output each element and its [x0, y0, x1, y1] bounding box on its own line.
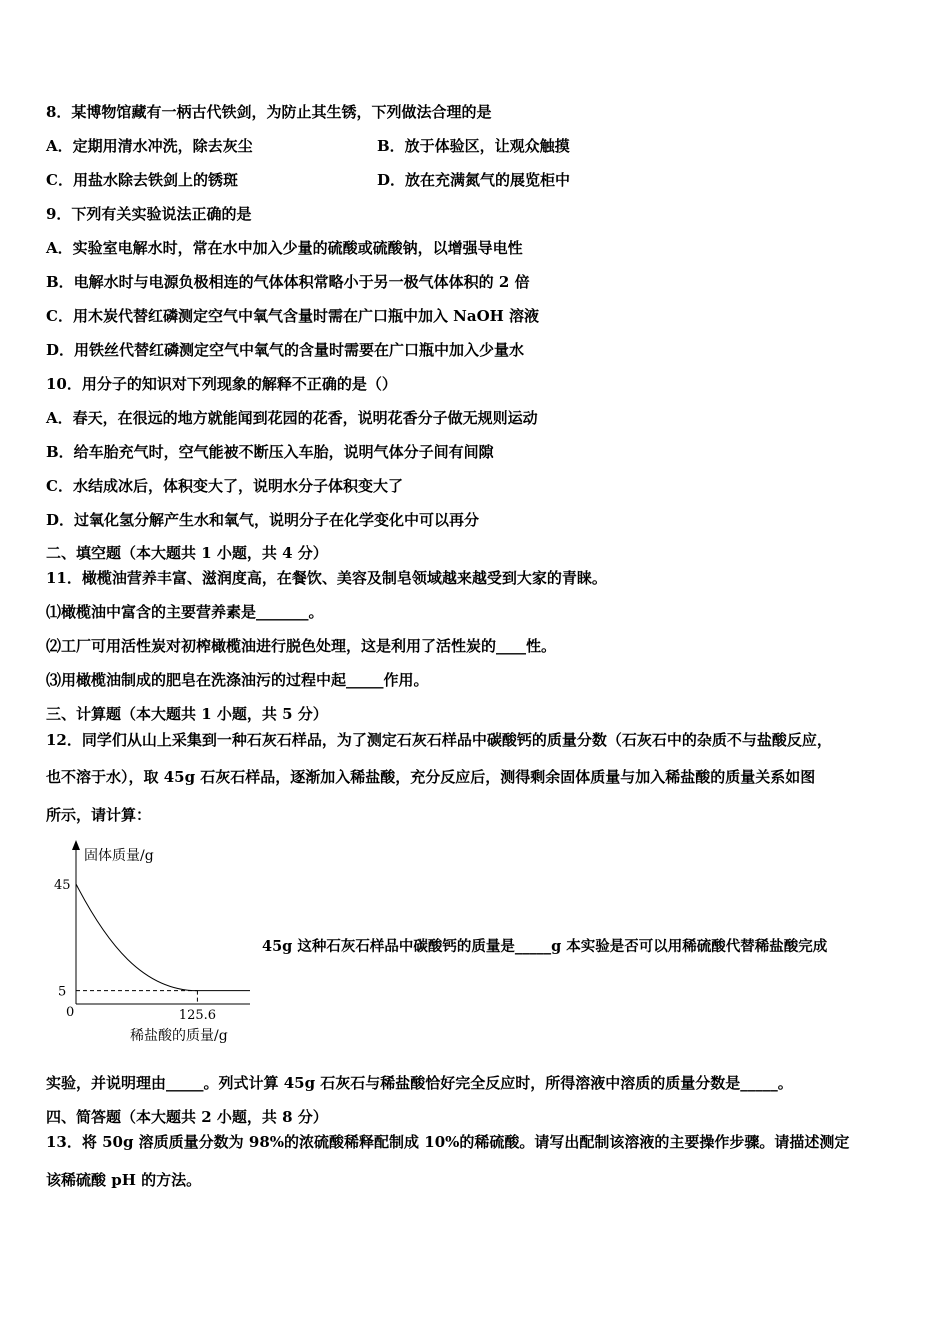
q13-line-1: 13．将 50g 溶质质量分数为 98%的浓硫酸稀释配制成 10%的稀硫酸。请写出配制该溶液的主要操作步骤。请描述测定	[46, 1133, 850, 1151]
section-short-answer-heading: 四、简答题（本大题共 2 小题，共 8 分）	[46, 1108, 328, 1126]
solid-mass-curve	[76, 884, 197, 991]
q12-line-1: 12．同学们从山上采集到一种石灰石样品，为了测定石灰石样品中碳酸钙的质量分数（石灰石中的杂质不与盐酸反应，	[46, 731, 832, 749]
q9-stem: 9．下列有关实验说法正确的是	[46, 205, 252, 223]
q10-option-d: D．过氧化氢分解产生水和氧气，说明分子在化学变化中可以再分	[46, 511, 480, 529]
section-fill-in-heading: 二、填空题（本大题共 1 小题，共 4 分）	[46, 544, 328, 562]
q11-stem: 11．橄榄油营养丰富、滋润度高，在餐饮、美容及制皂领域越来越受到大家的青睐。	[46, 569, 607, 587]
q8-option-d: D．放在充满氮气的展览柜中	[377, 171, 571, 189]
q8-option-a: A．定期用清水冲洗，除去灰尘	[46, 137, 253, 155]
x-axis-label: 稀盐酸的质量/g	[130, 1028, 228, 1044]
q9-option-c: C．用木炭代替红磷测定空气中氧气含量时需在广口瓶中加入 NaOH 溶液	[46, 307, 540, 325]
q10-stem: 10．用分子的知识对下列现象的解释不正确的是（）	[46, 375, 397, 393]
q13-line-2: 该稀硫酸 pH 的方法。	[46, 1171, 202, 1189]
y-tick-label-45: 45	[54, 878, 71, 893]
q12-line-3: 所示，请计算：	[46, 806, 152, 824]
q10-option-c: C．水结成冰后，体积变大了，说明水分子体积变大了	[46, 477, 403, 495]
q11-part-2: ⑵工厂可用活性炭对初榨橄榄油进行脱色处理，这是利用了活性炭的____性。	[46, 637, 557, 655]
y-axis-arrow	[72, 840, 80, 850]
q10-option-a: A．春天，在很远的地方就能闻到花园的花香，说明花香分子做无规则运动	[46, 409, 538, 427]
section-calc-heading: 三、计算题（本大题共 1 小题，共 5 分）	[46, 705, 328, 723]
q9-option-a: A．实验室电解水时，常在水中加入少量的硫酸或硫酸钠，以增强导电性	[46, 239, 523, 257]
q8-option-b: B．放于体验区，让观众触摸	[377, 137, 570, 155]
q8-option-c: C．用盐水除去铁剑上的锈斑	[46, 171, 238, 189]
q9-option-b: B．电解水时与电源负极相连的气体体积常略小于另一极气体体积的 2 倍	[46, 273, 530, 291]
mass-vs-acid-chart	[40, 838, 260, 1048]
y-tick-label-5: 5	[58, 984, 67, 1000]
q12-after-chart: 实验，并说明理由_____。列式计算 45g 石灰石与稀盐酸恰好完全反应时，所得溶液中溶质的质量分数是_____。	[46, 1074, 793, 1092]
x-tick-label-125-6: 125.6	[178, 1008, 217, 1023]
y-axis-label: 固体质量/g	[84, 848, 154, 864]
q10-option-b: B．给车胎充气时，空气能被不断压入车胎，说明气体分子间有间隙	[46, 443, 494, 461]
q12-beside-chart: 45g 这种石灰石样品中碳酸钙的质量是_____g 本实验是否可以用稀硫酸代替稀盐酸完成	[262, 938, 828, 955]
q12-line-2: 也不溶于水），取 45g 石灰石样品，逐渐加入稀盐酸，充分反应后，测得剩余固体质量与加入稀盐酸的质量关系如图	[46, 768, 816, 786]
q9-option-d: D．用铁丝代替红磷测定空气中氧气的含量时需要在广口瓶中加入少量水	[46, 341, 525, 359]
origin-label: 0	[66, 1005, 75, 1020]
q11-part-3: ⑶用橄榄油制成的肥皂在洗涤油污的过程中起_____作用。	[46, 671, 429, 689]
q8-stem: 8．某博物馆藏有一柄古代铁剑，为防止其生锈，下列做法合理的是	[46, 103, 492, 121]
q11-part-1: ⑴橄榄油中富含的主要营养素是_______。	[46, 603, 324, 621]
